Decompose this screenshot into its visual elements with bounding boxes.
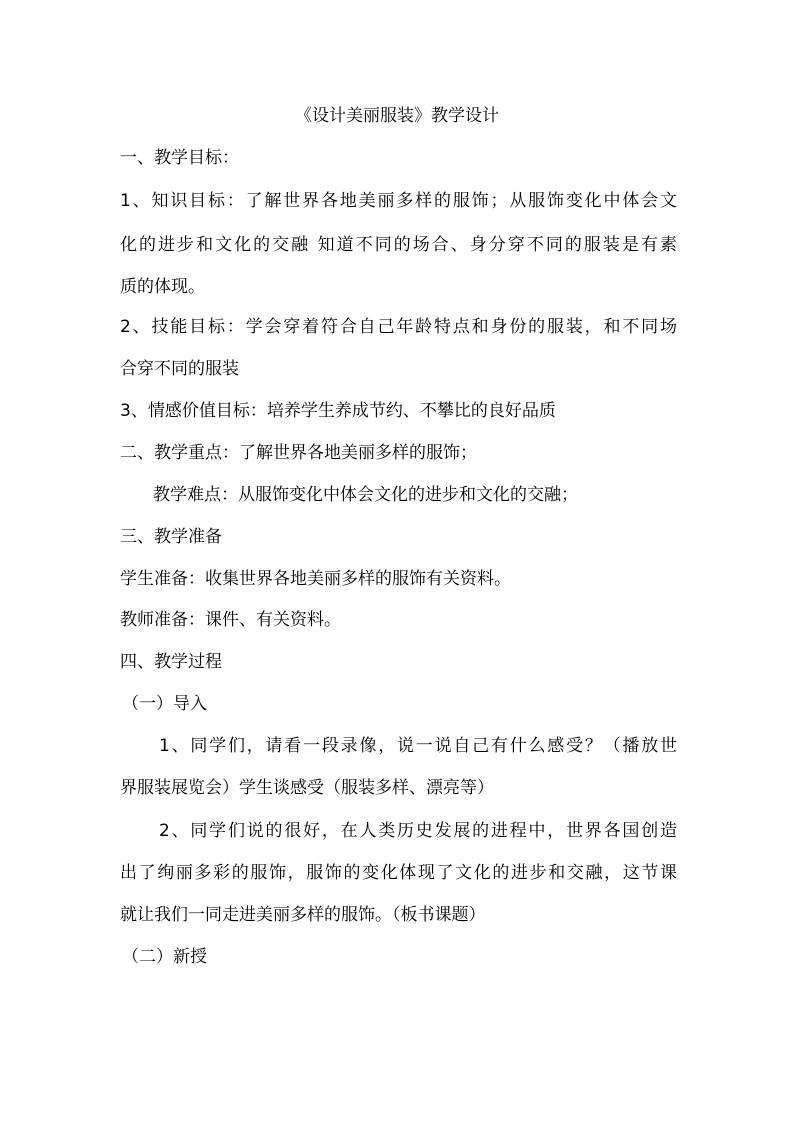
teaching-difficulty: 教学难点：从服饰变化中体会文化的进步和文化的交融； bbox=[153, 485, 578, 505]
intro-paragraph2-line2: 出了绚丽多彩的服饰，服饰的变化体现了文化的进步和交融，这节课 bbox=[120, 863, 677, 883]
objective-knowledge-line3: 质的体现。 bbox=[120, 277, 205, 297]
document-title: 《设计美丽服装》教学设计 bbox=[295, 106, 499, 126]
heading-preparation: 三、教学准备 bbox=[120, 527, 222, 547]
teacher-preparation: 教师准备：课件、有关资料。 bbox=[120, 610, 341, 630]
intro-paragraph1-line1: 1、同学们，请看一段录像，说一说自己有什么感受？（播放世 bbox=[159, 736, 677, 756]
heading-process: 四、教学过程 bbox=[120, 652, 222, 672]
intro-paragraph1-line2: 界服装展览会）学生谈感受（服装多样、漂亮等） bbox=[120, 778, 494, 798]
heading-key-points: 二、教学重点：了解世界各地美丽多样的服饰； bbox=[120, 443, 477, 463]
objective-skill-line2: 合穿不同的服装 bbox=[120, 359, 239, 379]
objective-emotion: 3、情感价值目标：培养学生养成节约、不攀比的良好品质 bbox=[120, 401, 556, 421]
objective-knowledge-line1: 1、知识目标：了解世界各地美丽多样的服饰；从服饰变化中体会文 bbox=[120, 191, 677, 211]
subheading-intro: （一）导入 bbox=[122, 694, 207, 714]
student-preparation: 学生准备：收集世界各地美丽多样的服饰有关资料。 bbox=[120, 569, 511, 589]
objective-skill-line1: 2、技能目标：学会穿着符合自己年龄特点和身份的服装，和不同场 bbox=[120, 317, 677, 337]
heading-objectives: 一、教学目标： bbox=[120, 148, 239, 168]
subheading-new-lesson: （二）新授 bbox=[122, 947, 207, 967]
intro-paragraph2-line3: 就让我们一同走进美丽多样的服饰。（板书课题） bbox=[120, 905, 486, 925]
objective-knowledge-line2: 化的进步和文化的交融 知道不同的场合、身分穿不同的服装是有素 bbox=[120, 235, 677, 255]
intro-paragraph2-line1: 2、同学们说的很好，在人类历史发展的进程中，世界各国创造 bbox=[159, 821, 677, 841]
